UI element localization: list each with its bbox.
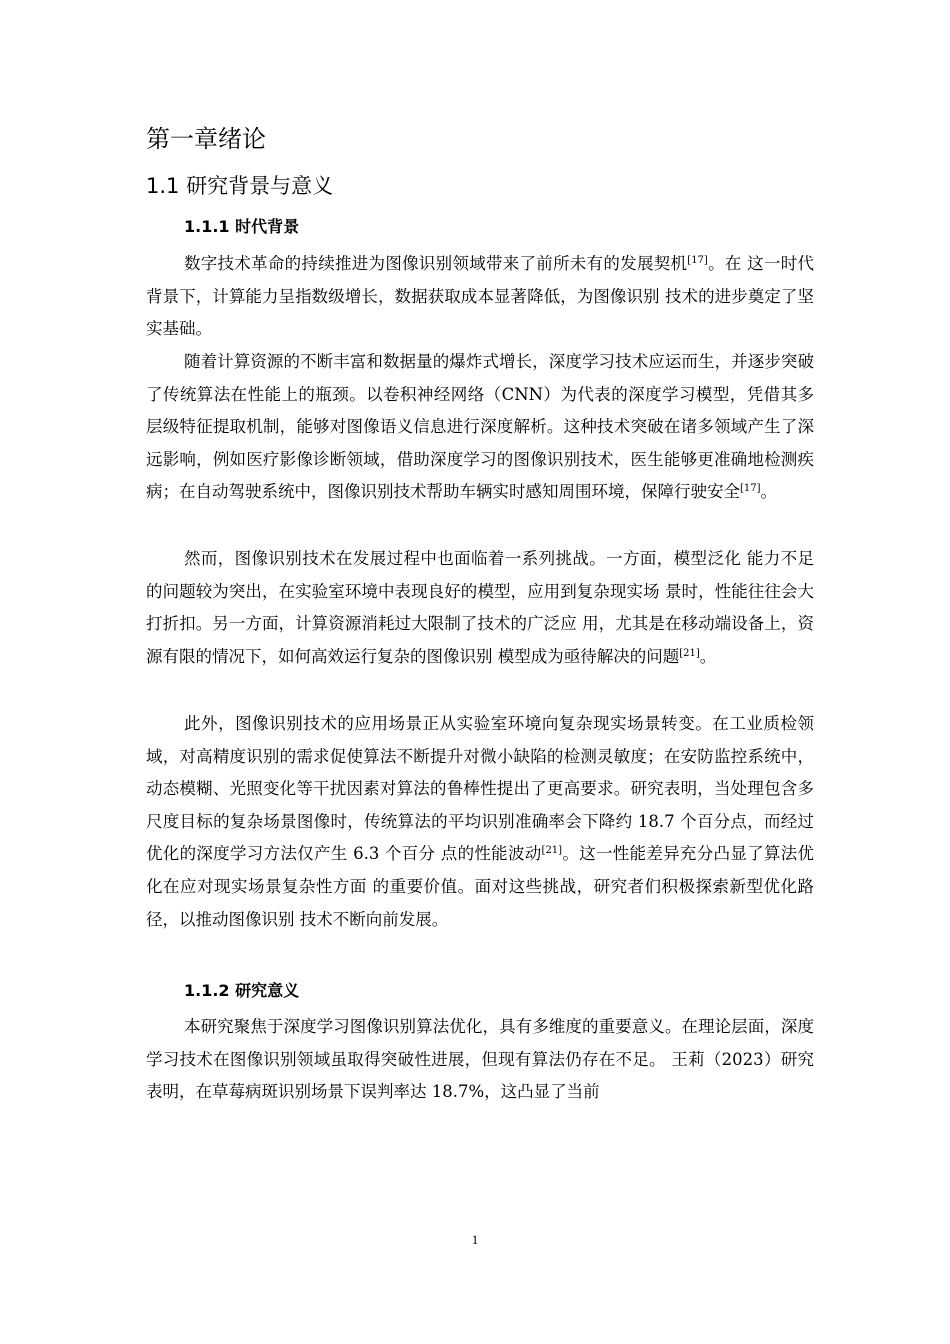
page-number: 1: [471, 1232, 479, 1247]
chapter-title: 第一章绪论: [146, 125, 266, 153]
citation: [17]: [740, 483, 761, 495]
subsection-title-2: 1.1.2 研究意义: [184, 981, 300, 1000]
paragraph-4: 此外，图像识别技术的应用场景正从实验室环境向复杂现实场景转变。在工业质检领域，对高精度识别的需求促使算法不断提升对微小缺陷的检测灵敏度；在安防监控系统中，动态模糊、光照变化等干扰因素对算法的鲁棒性提出了更高要求。研究表明，当处理包含多尺度目标的复杂场景图像时，传统算法的平均识别准确率会下降约 18.7 个百分点，而经过优化的深度学习方法仅产生 6.3 个百分 点的性能波动[21]。这一性能差异充分凸显了算法优化在应对现实场景复杂性方面 的重要价值。面对这些挑战，研究者们积极探索新型优化路径，以推动图像识别 技术不断向前发展。: [146, 714, 814, 929]
paragraph-1: 数字技术革命的持续推进为图像识别领域带来了前所未有的发展契机[17]。在 这一时代背景下，计算能力呈指数级增长，数据获取成本显著降低，为图像识别 技术的进步奠定了坚实基础。: [146, 254, 815, 339]
citation: [21]: [679, 647, 700, 659]
paragraph-3: 然而，图像识别技术在发展过程中也面临着一系列挑战。一方面，模型泛化 能力不足的问题较为突出，在实验室环境中表现良好的模型，应用到复杂现实场 景时，性能往往会大打折扣。另一方面，计算资源消耗过大限制了技术的广泛应 用，尤其是在移动端设备上，资源有限的情况下，如何高效运行复杂的图像识别 模型成为亟待解决的问题[21]。: [146, 549, 814, 666]
subsection-title-1: 1.1.1 时代背景: [184, 217, 300, 236]
paragraph-5: 本研究聚焦于深度学习图像识别算法优化，具有多维度的重要意义。在理论层面，深度学习技术在图像识别领域虽取得突破性进展，但现有算法仍存在不足。 王莉（2023）研究表明，在草莓病斑识别场景下误判率达 18.7%，这凸显了当前: [146, 1017, 814, 1102]
paragraph-2: 随着计算资源的不断丰富和数据量的爆炸式增长，深度学习技术应运而生，并逐步突破了传统算法在性能上的瓶颈。以卷积神经网络（CNN）为代表的深度学习模型，凭借其多层级特征提取机制，能够对图像语义信息进行深度解析。这种技术突破在诸多领域产生了深远影响，例如医疗影像诊断领域，借助深度学习的图像识别技术，医生能够更准确地检测疾病；在自动驾驶系统中，图像识别技术帮助车辆实时感知周围环境，保障行驶安全[17]。: [146, 352, 814, 502]
citation: [17]: [687, 255, 708, 266]
section-title: 1.1 研究背景与意义: [146, 174, 334, 198]
citation: [21]: [541, 845, 563, 857]
